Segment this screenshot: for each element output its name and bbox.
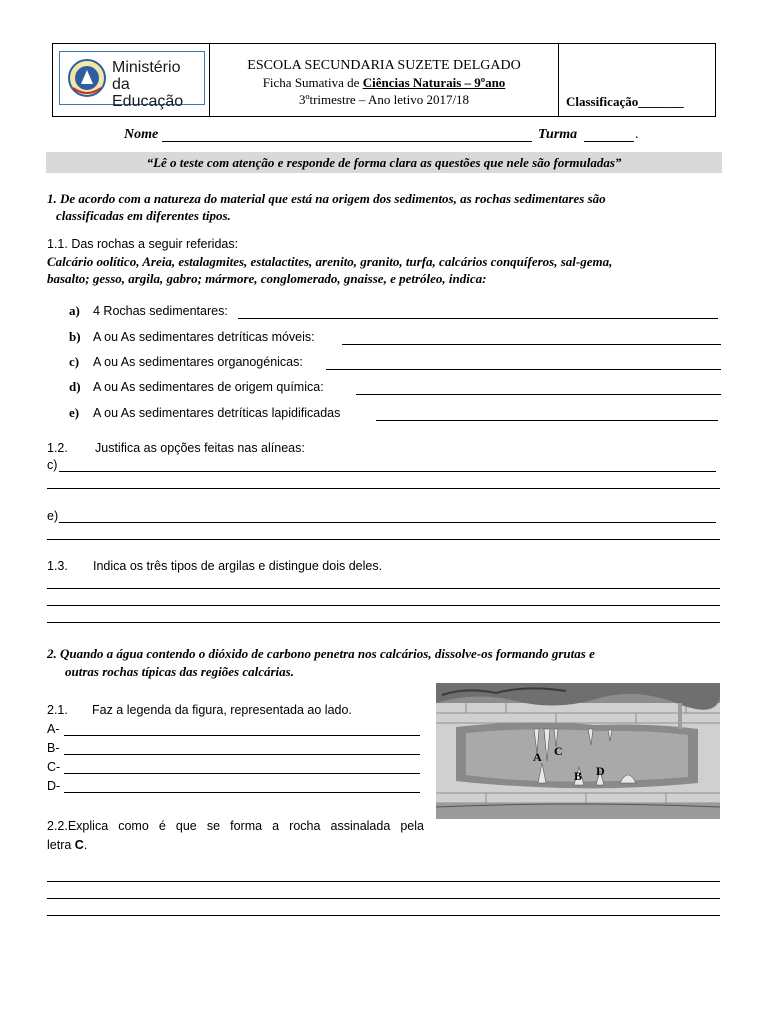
logo-line-2: da Educação [112, 76, 184, 110]
trimestre: 3ºtrimestre – Ano letivo 2017/18 [298, 92, 470, 107]
logo-text [112, 59, 204, 110]
q1-line-2: classificadas em diferentes tipos. [56, 208, 231, 223]
item-d-letter: d) [69, 379, 81, 394]
figure-label-d: D [596, 764, 605, 778]
c-answer-line-1[interactable] [59, 471, 716, 472]
nome-label: Nome [124, 127, 159, 142]
nome-input-line[interactable] [162, 141, 532, 142]
c-label: c) [47, 458, 58, 472]
cave-illustration [436, 683, 720, 819]
q1-3-answer-line-3[interactable] [47, 622, 720, 623]
turma-label: Turma [538, 127, 578, 142]
q2-2-end: . [83, 838, 88, 852]
item-e-letter: e) [69, 405, 80, 420]
q2-2-answer-line-3[interactable] [47, 915, 720, 916]
q2-1-text: Faz a legenda da figura, representada ao lado. [92, 703, 352, 717]
item-a-answer-line[interactable] [238, 318, 718, 319]
ficha-title [210, 75, 558, 91]
rocks-list-line-1: Calcário oolítico, Areia, estalagmites, estalactites, arenito, granito, turfa, calcários conquíferos, sal-gema, [47, 254, 613, 269]
q1-3-number: 1.3. [47, 559, 68, 573]
q1-2-number: 1.2. [47, 441, 68, 455]
school-name: ESCOLA SECUNDARIA SUZETE DELGADO [247, 58, 521, 73]
item-a-text: 4 Rochas sedimentares: [93, 304, 228, 318]
c-answer-line-2[interactable] [47, 488, 720, 489]
q2-1-number: 2.1. [47, 703, 68, 717]
item-b-answer-line[interactable] [342, 344, 721, 345]
item-e-text: A ou As sedimentares detríticas lapidificadas [93, 406, 341, 420]
q1-3-text: Indica os três tipos de argilas e distingue dois deles. [93, 559, 383, 573]
item-b-text: A ou As sedimentares detríticas móveis: [93, 330, 315, 344]
item-d-answer-line[interactable] [356, 394, 721, 395]
item-c-letter: c) [69, 354, 80, 369]
legend-b-line[interactable] [64, 754, 420, 755]
figure-label-a: A [533, 750, 542, 764]
classificacao-cell [558, 44, 716, 116]
q2-line-1: 2. Quando a água contendo o dióxido de carbono penetra nos calcários, dissolve-os formando grutas e [47, 646, 595, 661]
q1-line-1: 1. De acordo com a natureza do material que está na origem dos sedimentos, as rochas sedimentares são [47, 191, 606, 206]
item-b-letter: b) [69, 329, 81, 344]
item-d-text: A ou As sedimentares de origem química: [93, 380, 324, 394]
turma-input-line[interactable] [584, 141, 634, 142]
legend-a-label: A- [47, 722, 60, 736]
figure-label-b: B [574, 769, 583, 783]
q2-2-prefix: letra [47, 838, 75, 852]
header-table [52, 43, 716, 117]
figure-label-c: C [554, 744, 563, 758]
q2-2-answer-line-1[interactable] [47, 881, 720, 882]
instruction-text: “Lê o teste com atenção e responde de forma clara as questões que nele são formuladas” [146, 155, 622, 170]
item-e-answer-line[interactable] [376, 420, 718, 421]
q1-2-text: Justifica as opções feitas nas alíneas: [95, 441, 305, 455]
e-label: e) [47, 509, 59, 523]
item-c-answer-line[interactable] [326, 369, 721, 370]
q1-3-answer-line-2[interactable] [47, 605, 720, 606]
rocks-list-line-2: basalto; gesso, argila, gabro; mármore, conglomerado, gnaisse, e petróleo, indica: [47, 271, 487, 286]
q1-1-label: 1.1. Das rochas a seguir referidas: [47, 237, 239, 251]
q2-2-line-2 [47, 838, 87, 852]
emblem-icon [67, 58, 107, 98]
legend-a-line[interactable] [64, 735, 420, 736]
legend-d-label: D- [47, 779, 61, 793]
q1-3-answer-line-1[interactable] [47, 588, 720, 589]
logo-line-1: Ministério [112, 59, 181, 76]
e-answer-line-2[interactable] [47, 539, 720, 540]
q2-2-line-1: 2.2.Explica como é que se forma a rocha assinalada pela [47, 819, 424, 833]
ficha-prefix: Ficha Sumativa de [262, 75, 363, 90]
ministry-logo [59, 51, 205, 110]
legend-c-line[interactable] [64, 773, 420, 774]
e-answer-line-1[interactable] [59, 522, 716, 523]
q2-2-answer-line-2[interactable] [47, 898, 720, 899]
legend-c-label: C- [47, 760, 61, 774]
item-a-letter: a) [69, 303, 80, 318]
q2-2-letter: C [74, 838, 84, 852]
ficha-subject: Ciências Naturais – 9ºano [362, 75, 506, 90]
item-c-text: A ou As sedimentares organogénicas: [93, 355, 303, 369]
turma-end: . [635, 127, 639, 142]
legend-d-line[interactable] [64, 792, 420, 793]
cave-figure [436, 683, 720, 819]
q2-line-2: outras rochas típicas das regiões calcárias. [65, 664, 294, 679]
logo-cell [53, 44, 210, 116]
classificacao-field[interactable]: Classificação_______ [566, 94, 684, 109]
legend-b-label: B- [47, 741, 60, 755]
